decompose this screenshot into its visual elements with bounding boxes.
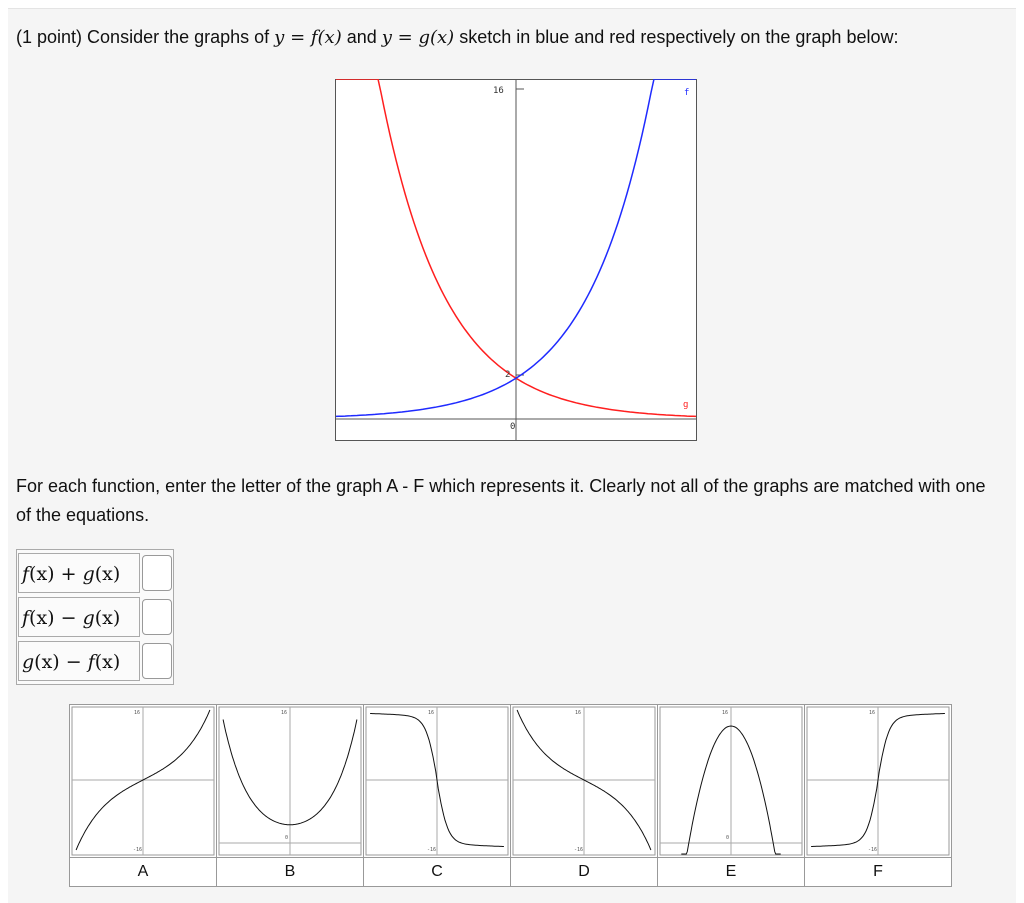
math-eq1: = <box>284 27 311 48</box>
thumb-tick-top: 16 <box>869 710 876 716</box>
math-y1: y <box>274 27 285 48</box>
choice-cell-e <box>658 705 805 858</box>
choice-cell-b <box>217 705 364 858</box>
thumb-tick-bottom: -16 <box>868 847 878 853</box>
thumb-tick-top: 16 <box>281 710 288 716</box>
choice-graphs-table <box>69 704 952 887</box>
answer-row-f-minus-g <box>18 595 172 639</box>
graph-b <box>217 705 363 857</box>
thumb-tick-bottom: -16 <box>427 847 437 853</box>
graph-e <box>658 705 804 857</box>
choice-label-e: E <box>658 858 805 887</box>
math-fx: f(x) <box>310 27 342 48</box>
label-f: f <box>684 88 690 98</box>
points-label: (1 point) <box>16 27 83 47</box>
label-0: 0 <box>510 422 516 432</box>
choice-cell-a <box>70 705 217 858</box>
answer-row-sum <box>18 551 172 595</box>
graph-a <box>70 705 216 857</box>
thumb-tick-top: 16 <box>134 710 141 716</box>
math-eq2: = <box>391 27 419 48</box>
expr-g-minus-f: g(x) − f(x) <box>18 641 140 681</box>
thumb-tick-zero: 0 <box>285 835 289 841</box>
math-y2: y <box>381 27 392 48</box>
main-graph <box>335 79 697 441</box>
choice-label-a: A <box>70 858 217 887</box>
choice-cell-c <box>364 705 511 858</box>
answer-row-g-minus-f <box>18 639 172 683</box>
expr-f-minus-g: f(x) − g(x) <box>18 597 140 637</box>
thumb-tick-top: 16 <box>722 710 729 716</box>
label-16: 16 <box>493 86 504 96</box>
choice-labels-row <box>70 858 952 887</box>
choice-label-c: C <box>364 858 511 887</box>
graph-c <box>364 705 510 857</box>
math-gx: g(x) <box>418 27 455 48</box>
thumb-tick-zero: 0 <box>726 835 730 841</box>
choice-label-d: D <box>511 858 658 887</box>
intro-text: Consider the graphs of <box>82 27 275 47</box>
thumb-tick-top: 16 <box>575 710 582 716</box>
label-2: 2 <box>505 370 511 380</box>
thumb-tick-bottom: -16 <box>574 847 584 853</box>
answer-input-f-minus-g[interactable] <box>142 599 172 635</box>
choice-label-f: F <box>805 858 952 887</box>
problem-statement <box>16 23 996 52</box>
choice-graphs-row <box>70 705 952 858</box>
choice-cell-d <box>511 705 658 858</box>
intro-and: and <box>341 27 382 47</box>
answer-table <box>16 549 174 685</box>
label-g: g <box>683 400 689 410</box>
answer-input-f-plus-g[interactable] <box>142 555 172 591</box>
expr-f-plus-g: f(x) + g(x) <box>18 553 140 593</box>
problem-panel <box>8 8 1016 903</box>
choice-cell-f <box>805 705 952 858</box>
instructions: For each function, enter the letter of the graph A - F which represents it. Clearly not all of the graphs are matched with one of the equations. <box>16 476 986 525</box>
thumb-tick-top: 16 <box>428 710 435 716</box>
answer-input-g-minus-f[interactable] <box>142 643 172 679</box>
thumb-tick-bottom: -16 <box>133 847 143 853</box>
graph-d <box>511 705 657 857</box>
choice-label-b: B <box>217 858 364 887</box>
graph-f <box>805 705 951 857</box>
intro-text-2: sketch in blue and red respectively on the graph below: <box>454 27 899 47</box>
